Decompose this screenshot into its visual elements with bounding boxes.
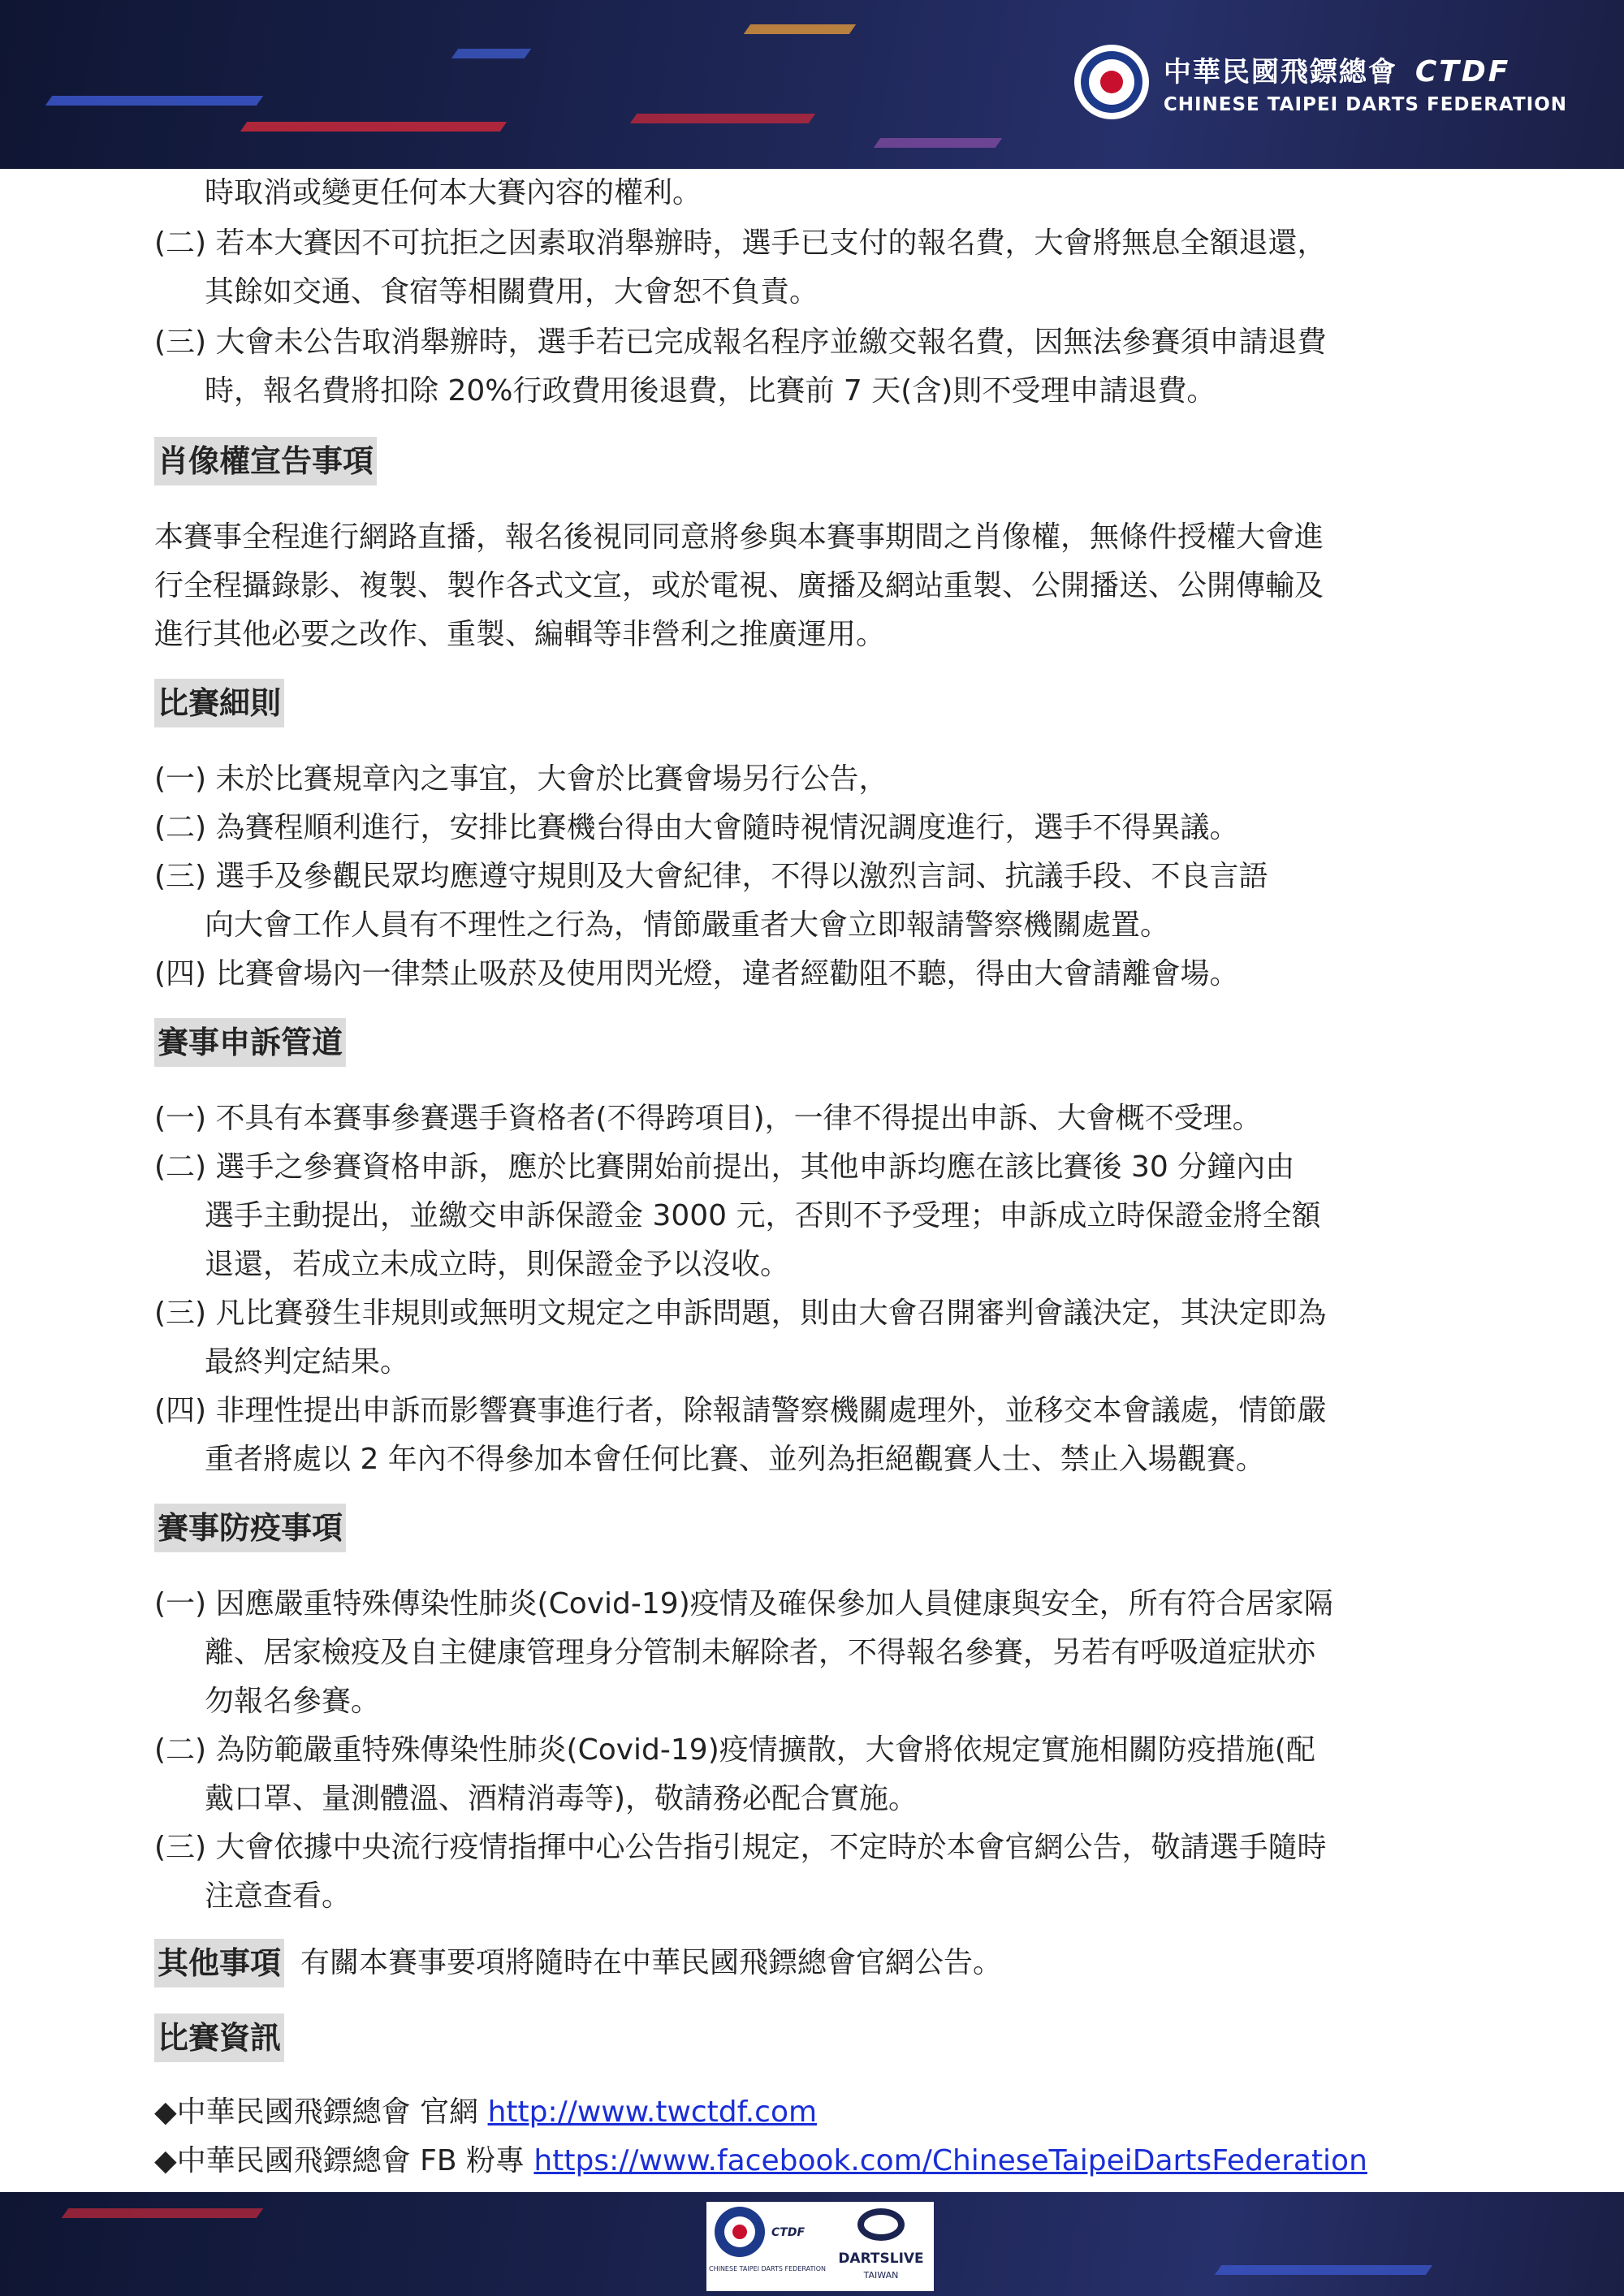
ctdf-logo <box>1074 45 1567 119</box>
list-item: (四) 比賽會場內一律禁止吸菸及使用閃光燈，違者經勸阻不聽，得由大會請離會場。 <box>154 957 1239 990</box>
list-item: (二) 選手之參賽資格申訴，應於比賽開始前提出，其他申訴均應在該比賽後 30 分鐘內由 <box>154 1150 1295 1184</box>
decor-stripe <box>744 24 856 34</box>
decor-stripe <box>1215 2265 1432 2275</box>
section-heading-other: 其他事項 <box>154 1939 284 1987</box>
decor-stripe <box>240 122 507 132</box>
list-item: (三) 凡比賽發生非規則或無明文規定之申訴問題，則由大會召開審判會議決定，其決定即為 <box>154 1297 1327 1330</box>
list-item: (二) 為賽程順利進行，安排比賽機台得由大會隨時視情況調度進行，選手不得異議。 <box>154 811 1239 844</box>
section-heading-appeals: 賽事申訴管道 <box>154 1018 346 1067</box>
ctdf-seal-icon <box>715 2207 765 2257</box>
header-banner <box>0 0 1624 169</box>
list-item: (三) 大會依據中央流行疫情指揮中心公告指引規定，不定時於本會官網公告，敬請選手隨時 <box>154 1831 1327 1864</box>
section-heading-portrait-rights: 肖像權宣告事項 <box>154 437 377 486</box>
paragraph-line: 最終判定結果。 <box>205 1345 410 1379</box>
info-label: ◆中華民國飛鏢總會 FB 粉專 <box>154 2144 534 2177</box>
list-item: (三) 選手及參觀民眾均應遵守規則及大會紀律，不得以激烈言詞、抗議手段、不良言語 <box>154 860 1268 893</box>
org-name-zh: 中華民國飛鏢總會 <box>1163 55 1397 88</box>
list-item: (二) 若本大賽因不可抗拒之因素取消舉辦時，選手已支付的報名費，大會將無息全額退還， <box>154 227 1327 260</box>
list-item: (三) 大會未公告取消舉辦時，選手若已完成報名程序並繳交報名費，因無法參賽須申請退費 <box>154 326 1327 359</box>
paragraph-line: 離、居家檢疫及自主健康管理身分管制未解除者，不得報名參賽，另若有呼吸道症狀亦 <box>205 1636 1316 1669</box>
paragraph-line: 注意查看。 <box>205 1880 352 1913</box>
decor-stripe <box>874 138 1002 148</box>
paragraph-line: 勿報名參賽。 <box>205 1685 381 1718</box>
paragraph-line: 本賽事全程進行網路直播，報名後視同同意將參與本賽事期間之肖像權，無條件授權大會進 <box>154 520 1324 554</box>
dartslive-logo-icon <box>857 2208 905 2241</box>
paragraph-line: 時，報名費將扣除 20%行政費用後退費，比賽前 7 天(含)則不受理申請退費。 <box>205 374 1216 408</box>
dartslive-sub: TAIWAN <box>863 2270 899 2281</box>
paragraph-line: 有關本賽事要項將隨時在中華民國飛鏢總會官網公告。 <box>300 1946 1003 1979</box>
footer-banner <box>0 2192 1624 2296</box>
decor-stripe <box>451 49 531 58</box>
paragraph-line: 其餘如交通、食宿等相關費用，大會恕不負責。 <box>205 275 819 309</box>
paragraph-line: 退還，若成立未成立時，則保證金予以沒收。 <box>205 1248 790 1281</box>
section-heading-rules: 比賽細則 <box>154 679 284 727</box>
section-heading-epidemic: 賽事防疫事項 <box>154 1504 346 1552</box>
dartslive-name: DARTSLIVE <box>838 2251 924 2267</box>
paragraph-line: 選手主動提出，並繳交申訴保證金 3000 元，否則不予受理；申訴成立時保證金將全額 <box>205 1199 1321 1232</box>
ctdf-seal-icon <box>1074 45 1149 119</box>
paragraph-line: 進行其他必要之改作、重製、編輯等非營利之推廣運用。 <box>154 618 886 651</box>
facebook-link[interactable]: https://www.facebook.com/ChineseTaipeiDartsFederation <box>533 2144 1367 2177</box>
list-item: (一) 未於比賽規章內之事宜，大會於比賽會場另行公告， <box>154 762 888 796</box>
info-item-facebook <box>154 2137 1367 2186</box>
paragraph-line: 向大會工作人員有不理性之行為，情節嚴重者大會立即報請警察機關處置。 <box>205 908 1170 942</box>
section-heading-info: 比賽資訊 <box>154 2013 284 2062</box>
decor-stripe <box>45 96 263 106</box>
sponsor-logos <box>706 2202 934 2291</box>
footer-ctdf-abbr: CTDF <box>771 2226 806 2239</box>
list-item: (一) 因應嚴重特殊傳染性肺炎(Covid-19)疫情及確保參加人員健康與安全，所有符合居家隔 <box>154 1587 1333 1621</box>
paragraph-line: 重者將處以 2 年內不得參加本會任何比賽、並列為拒絕觀賽人士、禁止入場觀賽。 <box>205 1443 1265 1476</box>
paragraph-line: 時取消或變更任何本大賽內容的權利。 <box>205 176 702 209</box>
decor-stripe <box>62 2208 263 2218</box>
footer-ctdf-name: CHINESE TAIPEI DARTS FEDERATION <box>708 2265 826 2272</box>
paragraph-line: 行全程攝錄影、複製、製作各式文宣，或於電視、廣播及網站重製、公開播送、公開傳輸及 <box>154 569 1324 602</box>
paragraph-line: 戴口罩、量測體溫、酒精消毒等)，敬請務必配合實施。 <box>205 1782 918 1815</box>
decor-stripe <box>630 114 815 123</box>
list-item: (二) 為防範嚴重特殊傳染性肺炎(Covid-19)疫情擴散，大會將依規定實施相關防疫措施(配 <box>154 1733 1315 1767</box>
list-item: (四) 非理性提出申訴而影響賽事進行者，除報請警察機關處理外，並移交本會議處，情節嚴 <box>154 1394 1327 1427</box>
org-abbr: CTDF <box>1415 54 1511 88</box>
org-name-en: CHINESE TAIPEI DARTS FEDERATION <box>1163 93 1567 115</box>
website-link[interactable]: http://www.twctdf.com <box>487 2095 818 2129</box>
list-item: (一) 不具有本賽事參賽選手資格者(不得跨項目)，一律不得提出申訴、大會概不受理。 <box>154 1102 1262 1135</box>
info-item-website <box>154 2088 817 2137</box>
info-label: ◆中華民國飛鏢總會 官網 <box>154 2095 488 2129</box>
